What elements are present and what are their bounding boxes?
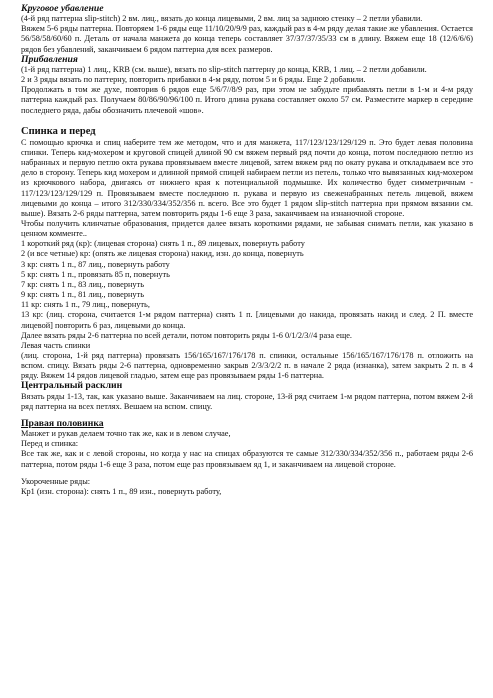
- paragraph: Чтобы получить клинчатые образования, придется далее вязать короткими рядами, не забывая снимать петли, как указано в ценном комменте..: [21, 218, 473, 239]
- paragraph: 7 кр: снять 1 п., 83 лиц., повернуть: [21, 279, 144, 289]
- paragraph: Продолжать в том же духе, повторив 6 рядов еще 5/6/7//8/9 раз, при этом не забудьте прибавлять петли в 1-м и 4-м ряду паттерна каждый раз. Получаем 80/86/90/96/100 п. Итого длина рукава составляет около 57 см. Разместите маркер в середине последнего ряда, дабы обозначить плечевой «шов».: [21, 85, 473, 115]
- section-heading: Спинка и перед: [21, 125, 96, 137]
- paragraph: 11 кр: снять 1 п., 79 лиц., повернуть,: [21, 300, 150, 310]
- paragraph: (лиц. сторона, 1-й ряд паттерна) провязать 156/165/167/176/178 п. спинки, остальные 156/165/167/176/178 п. отложить на вспом. спицу. Вязать ряды 2-6 паттерна, одновременно закрыв 2/3/3/2/2 п. в начале 2 ряда (изнанка), затем закрыть 2 п. в 4 ряду. Вяжем 14 рядов лицевой гладью, затем еще раз провязываем ряды 1-6 паттерна.: [21, 351, 473, 381]
- document-page: [21, 4, 473, 694]
- paragraph: 2 (и все четные) кр: (опять же лицевая сторона) накид, изн. до конца, повернуть: [21, 249, 304, 259]
- paragraph: 9 кр: снять 1 п., 81 лиц., повернуть: [21, 290, 144, 300]
- section-heading: Круговое убавление: [21, 3, 104, 14]
- paragraph: Все так же, как и с левой стороны, но когда у нас на спицах образуются те самые 312/330/334/352/356 п., работаем ряды 2-6 паттерна, потом ряды 1-6 еще 3 раза, потом еще раз провязываем яд 1, и заканчиваем на лицевой стороне.: [21, 449, 473, 469]
- paragraph: Кр1 (изн. сторона): снять 1 п., 89 изн., повернуть работу,: [21, 486, 222, 496]
- spacer: [21, 116, 473, 125]
- paragraph: Вязать ряды 1-13, так, как указано выше. Заканчиваем на лиц. стороне, 13-й ряд считаем 1-м рядом паттерна, потом вяжем 2-й ряд паттерна на всех петлях. Вешаем на вспом. спицу.: [21, 391, 473, 411]
- paragraph: Далее вязать ряды 2-6 паттерна по всей детали, потом повторить ряды 1-6 0/1/2/3//4 раза еще.: [21, 330, 352, 340]
- paragraph: 13 кр: (лиц. сторона, считается 1-м рядом паттерна) снять 1 п. [лицевыми до накида, провязать накид и след. 2 П. вместе лицевой] повторить 6 раз, лицевыми до конца.: [21, 310, 473, 330]
- paragraph: Левая часть спинки: [21, 340, 91, 350]
- paragraph: (4-й ряд паттерна slip-stitch) 2 вм. лиц., вязать до конца лицевыми, 2 вм. лиц за заднюю стенку – 2 петли убавили.: [21, 14, 423, 24]
- paragraph: 3 кр: снять 1 п., 87 лиц., повернуть работу: [21, 259, 170, 269]
- paragraph: 2 и 3 ряды вязать по паттерну, повторить прибавки в 4-м ряду, потом 5 и 6 ряды. Еще 2 добавили.: [21, 75, 366, 85]
- paragraph: 1 короткий ряд (кр): (лицевая сторона) снять 1 п., 89 лицевых, повернуть работу: [21, 239, 305, 249]
- paragraph: 5 кр: снять 1 п., провязать 85 п, повернуть: [21, 269, 170, 279]
- paragraph: (1-й ряд паттерна) 1 лиц., KRB (см. выше), вязать по slip-stitch паттерну до конца, KRB, 1 лиц. – 2 петли добавили.: [21, 64, 427, 74]
- section-heading: Центральный расклин: [21, 380, 123, 392]
- paragraph: Укороченные ряды:: [21, 476, 91, 486]
- section-heading: Прибавления: [21, 53, 78, 65]
- paragraph: Манжет и рукав делаем точно так же, как и в левом случае,: [21, 429, 231, 439]
- paragraph: Перед и спинка:: [21, 439, 79, 449]
- section-heading: Правая половинка: [21, 417, 104, 429]
- spacer: [21, 470, 473, 477]
- paragraph: Вяжем 5-6 ряды паттерна. Повторяем 1-6 ряды еще 11/10/20/9/9 раз, каждый раз в 4-м ряду делая такие же убавления. Остается 56/58/58/60/60 п. Деталь от начала манжета до конца теперь составляет 37/37/37/35/33 см в длину. Вяжем еще 18 (12/6/6/6) рядов без убавлений, заканчиваем 6 рядом паттерна для всех размеров.: [21, 24, 473, 54]
- paragraph: С помощью крючка и спиц наберите тем же методом, что и для манжета, 117/123/123/129/129 п. Это будет левая половина спинки. Теперь кид-мохером и круговой спицей длиной 90 см вяжем первый ряд почти до конца, потом последнюю петлю из набранных и первую петлю окта рукава провязываем вместе лицевой, затем вяжем ряд по окату рукава и откладываем все это дело в сторону. Теперь кид мохером и длинной прямой спицей набираем петли из петель, только что вывязанных кид-мохером из крючкового набора, двигаясь от нижнего края к потенциальной подмышке. Их количество будет симметричным - 117/123/123/129/129 п. Провязываем вместе последнюю п. рукава и первую из свеженабранных петель лицевой, вяжем лицевыми до конца – итого 312/330/334/352/356 п. всего. Все это будет 1 рядом slip-stitch паттерна при прямом вязании см. выше). Вязать 2-6 ряды паттерна, затем повторить ряды 1-6 еще 3 раза, заканчиваем на изнаночной стороне.: [21, 137, 473, 218]
